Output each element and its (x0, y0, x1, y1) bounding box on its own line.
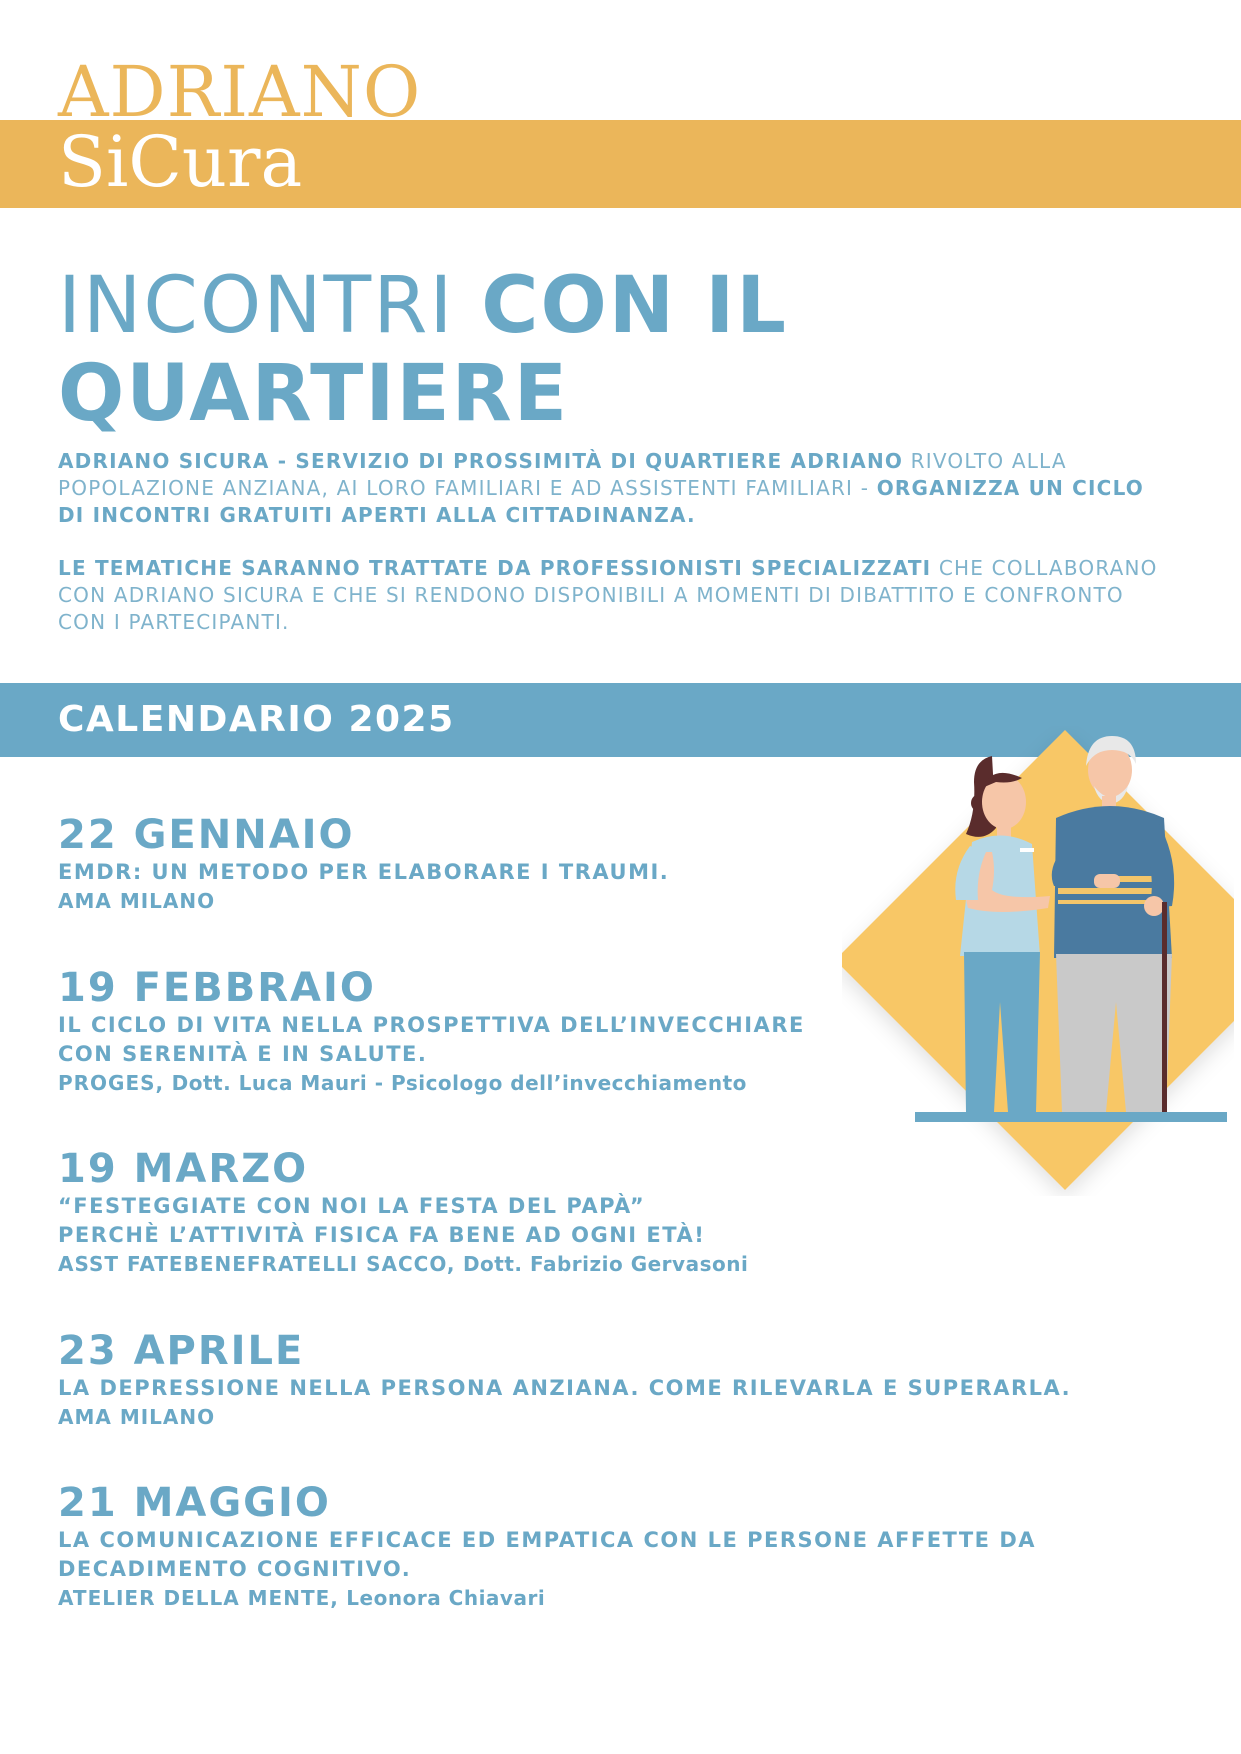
event-item (58, 1480, 1158, 1612)
event-date: 19 MARZO (58, 1146, 309, 1192)
event-topic-line: LA COMUNICAZIONE EFFICACE ED EMPATICA CON LE PERSONE AFFETTE DA (58, 1528, 1037, 1552)
intro-text-2: CHE COLLABORANO CON ADRIANO SICURA E CHE SI RENDONO DISPONIBILI A MOMENTI DI DIBATTITO E CONFRONTO CON I PARTECIPANTI. (58, 556, 1158, 634)
event-speaker-person: Dott. Fabrizio Gervasoni (455, 1252, 749, 1276)
event-date: 21 MAGGIO (58, 1480, 331, 1526)
event-speaker-org: ATELIER DELLA MENTE, (58, 1586, 339, 1610)
intro-paragraph-1 (58, 448, 1178, 529)
intro-text-1: RIVOLTO ALLA POPOLAZIONE ANZIANA, AI LORO FAMILIARI E AD ASSISTENTI FAMILIARI - (58, 449, 1067, 500)
event-topic-line: LA DEPRESSIONE NELLA PERSONA ANZIANA. COME RILEVARLA E SUPERARLA. (58, 1376, 1072, 1400)
brand-logo-line1: ADRIANO (58, 51, 422, 133)
event-speaker-org: PROGES, (58, 1071, 165, 1095)
caregiver-elderly-illustration (842, 726, 1234, 1196)
title-light: INCONTRI (58, 261, 482, 351)
intro-paragraph-2 (58, 555, 1178, 636)
event-date: 23 APRILE (58, 1328, 305, 1374)
event-speaker (58, 1403, 1158, 1431)
event-speaker (58, 1584, 1158, 1612)
title-bold: CON IL QUARTIERE (58, 261, 788, 439)
event-date: 22 GENNAIO (58, 812, 355, 858)
event-item (58, 1328, 1158, 1431)
page-title (58, 262, 1058, 438)
event-speaker-person: Dott. Luca Mauri - Psicologo dell’invecchiamento (164, 1071, 747, 1095)
event-topic-line: “FESTEGGIATE CON NOI LA FESTA DEL PAPÀ” (58, 1194, 646, 1218)
event-topic-line: EMDR: UN METODO PER ELABORARE I TRAUMI. (58, 860, 670, 884)
event-speaker-org: AMA MILANO (58, 1405, 216, 1429)
brand-logo-line2: SiCura (58, 121, 303, 203)
event-speaker-org: ASST FATEBENEFRATELLI SACCO, (58, 1252, 456, 1276)
event-topic-line: DECADIMENTO COGNITIVO. (58, 1557, 412, 1581)
event-speaker-person: Leonora Chiavari (338, 1586, 546, 1610)
event-topic-line: IL CICLO DI VITA NELLA PROSPETTIVA DELL’INVECCHIARE (58, 1013, 805, 1037)
ground-line (915, 1112, 1227, 1122)
event-topic-line: PERCHÈ L’ATTIVITÀ FISICA FA BENE AD OGNI ETÀ! (58, 1223, 706, 1247)
event-date: 19 FEBBRAIO (58, 965, 376, 1011)
event-speaker (58, 1250, 1158, 1278)
intro-bold-2: ORGANIZZA UN CICLO DI INCONTRI GRATUITI APERTI ALLA CITTADINANZA. (58, 476, 1144, 527)
event-topic-line: CON SERENITÀ E IN SALUTE. (58, 1042, 428, 1066)
event-speaker-org: AMA MILANO (58, 889, 216, 913)
intro-bold-3: LE TEMATICHE SARANNO TRATTATE DA PROFESSIONISTI SPECIALIZZATI (58, 556, 932, 580)
intro-bold-1: ADRIANO SICURA - SERVIZIO DI PROSSIMITÀ DI QUARTIERE ADRIANO (58, 449, 904, 473)
calendar-title: CALENDARIO 2025 (58, 699, 455, 740)
